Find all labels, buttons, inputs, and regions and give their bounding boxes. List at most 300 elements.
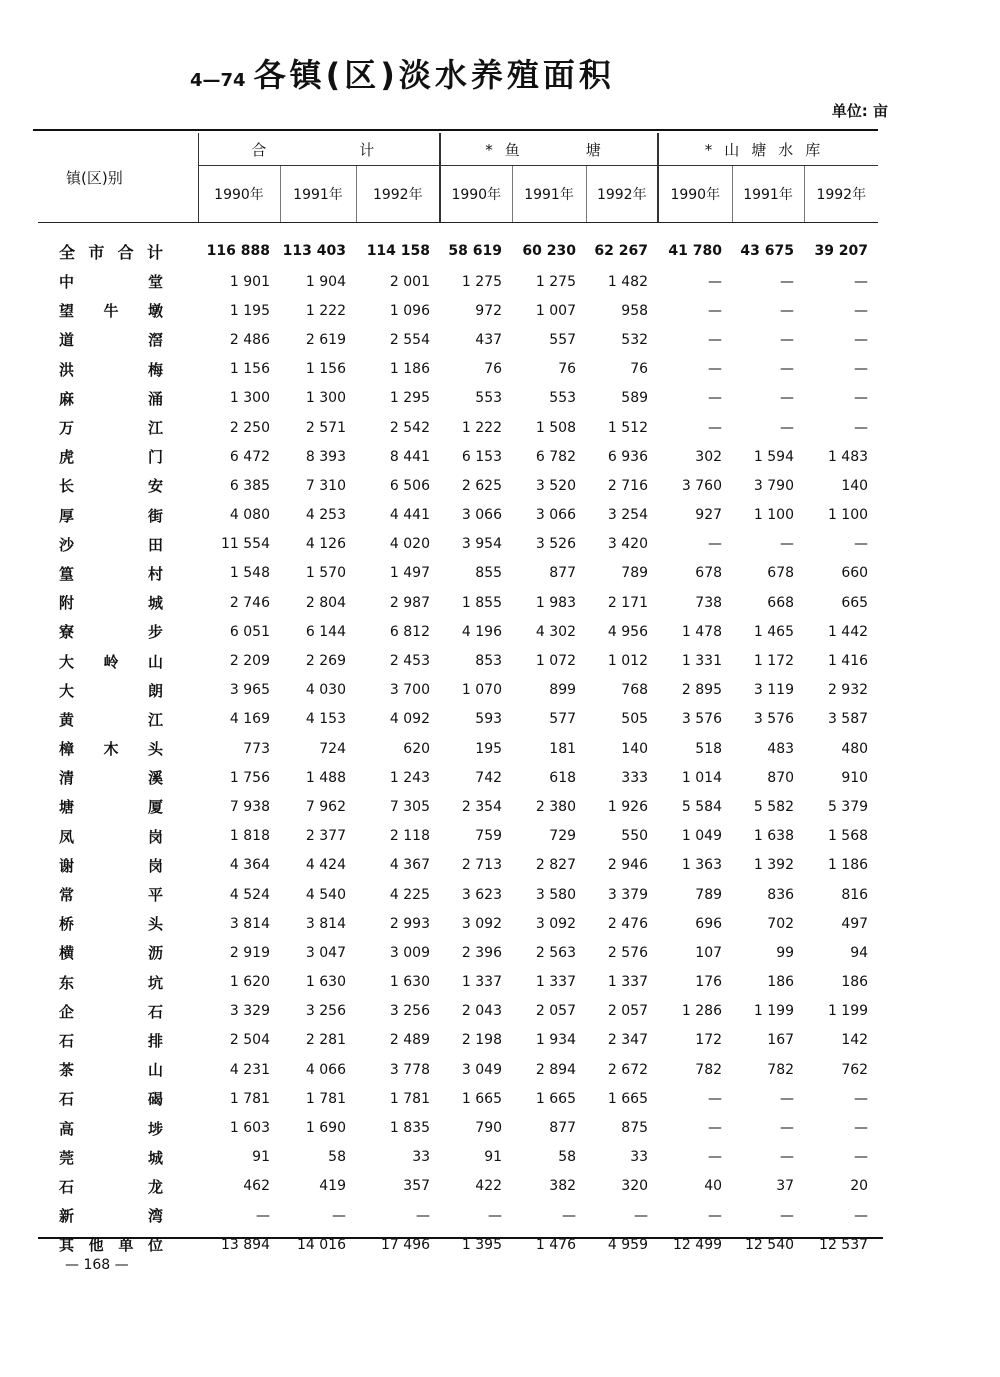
value-cell: —: [780, 361, 795, 378]
value-cell: 1 512: [607, 419, 649, 436]
value-cell: 1 665: [535, 1090, 577, 1107]
year-header: 1990年: [198, 166, 280, 223]
value-cell: —: [708, 419, 723, 436]
value-cell: 2 571: [305, 419, 346, 436]
value-cell: 729: [549, 828, 577, 845]
aquaculture-area-table: [38, 133, 878, 1259]
value-cell: 6 472: [229, 448, 270, 465]
value-cell: 782: [767, 1061, 795, 1078]
value-cell: 1 300: [305, 390, 346, 407]
value-cell: —: [854, 1207, 869, 1224]
town-name-text: 附 城: [59, 594, 163, 613]
value-cell: 1 337: [607, 974, 649, 991]
value-cell: 4 364: [229, 857, 270, 874]
value-cell: 877: [549, 565, 577, 582]
table-row: [38, 880, 878, 909]
value-cell: 17 496: [381, 1236, 431, 1253]
table-row: [38, 1230, 878, 1259]
value-cell: 738: [695, 594, 723, 611]
value-cell: 1 049: [681, 828, 723, 845]
value-cell: 2 625: [461, 477, 503, 494]
value-cell: —: [780, 1090, 795, 1107]
table-row: [38, 734, 878, 763]
town-name: [38, 355, 198, 384]
town-name-text: 桥 头: [59, 915, 163, 934]
value-cell: 62 267: [594, 243, 649, 259]
value-cell: 76: [484, 361, 503, 378]
value-cell: —: [854, 536, 869, 553]
value-cell: 5 582: [753, 798, 795, 815]
value-cell: 1 568: [827, 828, 869, 845]
value-cell: 4 959: [607, 1236, 649, 1253]
value-cell: 2 895: [681, 682, 723, 699]
town-name-text: 洪 梅: [59, 360, 163, 379]
value-cell: 2 993: [389, 915, 431, 932]
group-header-total: 合 计: [198, 133, 440, 166]
value-cell: 2 198: [461, 1032, 503, 1049]
table-row: [38, 851, 878, 880]
value-cell: 1 100: [827, 507, 869, 524]
value-cell: 3 420: [607, 536, 649, 553]
value-cell: 2 001: [389, 273, 431, 290]
value-cell: 1 012: [607, 653, 649, 670]
value-cell: 1 781: [229, 1090, 270, 1107]
town-name: [38, 413, 198, 442]
town-name-text: 万 江: [59, 419, 163, 438]
table-body: [38, 235, 878, 1259]
value-cell: 3 256: [389, 1003, 431, 1020]
town-name-text: 塘 厦: [59, 798, 163, 817]
value-cell: 505: [621, 711, 649, 728]
value-cell: 2 576: [607, 944, 649, 961]
value-cell: 875: [621, 1120, 649, 1137]
value-cell: 140: [621, 740, 649, 757]
value-cell: 1 275: [535, 273, 577, 290]
value-cell: 4 441: [389, 507, 431, 524]
value-cell: 1 665: [607, 1090, 649, 1107]
value-cell: 789: [621, 565, 649, 582]
value-cell: 357: [403, 1178, 431, 1195]
town-name: [38, 1113, 198, 1142]
year-header: 1991年: [732, 166, 804, 223]
town-name: [38, 822, 198, 851]
value-cell: 3 526: [535, 536, 577, 553]
value-cell: 4 302: [535, 623, 577, 640]
group-header-fishpond: *鱼 塘: [440, 133, 658, 166]
value-cell: 6 385: [229, 477, 270, 494]
value-cell: 1 416: [827, 653, 869, 670]
value-cell: 1 199: [753, 1003, 795, 1020]
value-cell: 2 171: [607, 594, 649, 611]
town-name-text: 高 埗: [59, 1119, 163, 1138]
value-cell: 2 672: [607, 1061, 649, 1078]
top-rule: [33, 129, 878, 131]
value-cell: 668: [767, 594, 795, 611]
value-cell: 1 926: [607, 798, 649, 815]
value-cell: 333: [621, 769, 649, 786]
value-cell: 790: [475, 1120, 503, 1137]
value-cell: 1 070: [461, 682, 503, 699]
value-cell: 1 007: [535, 302, 577, 319]
value-cell: 3 009: [389, 944, 431, 961]
value-cell: 4 225: [389, 886, 431, 903]
town-name: [38, 676, 198, 705]
town-name-text: 望 牛 墩: [59, 302, 163, 321]
town-name: [38, 1172, 198, 1201]
value-cell: 4 153: [305, 711, 346, 728]
town-name-text: 篁 村: [59, 564, 163, 583]
value-cell: 6 506: [389, 477, 431, 494]
town-name: [38, 325, 198, 354]
value-cell: 1 835: [389, 1120, 431, 1137]
town-name-text: 其 他 单 位: [59, 1236, 163, 1255]
value-cell: 1 818: [229, 828, 270, 845]
value-cell: 877: [549, 1120, 577, 1137]
town-name-text: 樟 木 头: [59, 740, 163, 759]
value-cell: 2 250: [229, 419, 270, 436]
value-cell: 41 780: [668, 243, 723, 259]
value-cell: 1 570: [305, 565, 346, 582]
value-cell: 593: [475, 711, 503, 728]
value-cell: 6 153: [461, 448, 503, 465]
value-cell: 899: [549, 682, 577, 699]
value-cell: 557: [549, 331, 577, 348]
value-cell: 1 983: [535, 594, 577, 611]
town-name: [38, 734, 198, 763]
value-cell: 3 049: [461, 1061, 503, 1078]
value-cell: 742: [475, 769, 503, 786]
value-cell: 140: [841, 477, 869, 494]
town-name: [38, 938, 198, 967]
value-cell: 1 483: [827, 448, 869, 465]
value-cell: 2 827: [535, 857, 577, 874]
value-cell: 3 576: [753, 711, 795, 728]
town-name: [38, 851, 198, 880]
table-row: [38, 909, 878, 938]
value-cell: —: [708, 1207, 723, 1224]
value-cell: 172: [695, 1032, 723, 1049]
value-cell: 3 047: [305, 944, 346, 961]
value-cell: 696: [695, 915, 723, 932]
value-cell: 1 603: [229, 1120, 270, 1137]
value-cell: 3 623: [461, 886, 503, 903]
value-cell: 382: [549, 1178, 577, 1195]
value-cell: 2 563: [535, 944, 577, 961]
value-cell: 1 172: [753, 653, 795, 670]
town-name-text: 麻 涌: [59, 389, 163, 408]
value-cell: 553: [475, 390, 503, 407]
value-cell: 3 576: [681, 711, 723, 728]
value-cell: 4 253: [305, 507, 346, 524]
table-row: [38, 1026, 878, 1055]
value-cell: 12 540: [745, 1236, 795, 1253]
value-cell: —: [780, 302, 795, 319]
value-cell: 1 476: [535, 1236, 577, 1253]
value-cell: 759: [475, 828, 503, 845]
value-cell: 33: [412, 1149, 431, 1166]
value-cell: 1 638: [753, 828, 795, 845]
group-header-reservoir: *山塘水库: [658, 133, 878, 166]
value-cell: 94: [850, 944, 869, 961]
value-cell: 2 946: [607, 857, 649, 874]
table-row: [38, 235, 878, 267]
town-name-text: 中 堂: [59, 273, 163, 292]
value-cell: 3 965: [229, 682, 270, 699]
value-cell: —: [708, 273, 723, 290]
value-cell: 1 665: [461, 1090, 503, 1107]
value-cell: 3 066: [461, 507, 503, 524]
table-row: [38, 763, 878, 792]
town-name: [38, 1055, 198, 1084]
town-name-text: 石 排: [59, 1031, 163, 1050]
value-cell: 2 932: [827, 682, 869, 699]
value-cell: 40: [704, 1178, 723, 1195]
value-cell: 762: [841, 1061, 869, 1078]
value-cell: 3 814: [305, 915, 346, 932]
town-name: [38, 267, 198, 296]
value-cell: 462: [243, 1178, 270, 1195]
value-cell: 2 269: [305, 653, 346, 670]
value-cell: 6 144: [305, 623, 346, 640]
value-cell: 1 275: [461, 273, 503, 290]
table-row: [38, 1143, 878, 1172]
table-row: [38, 530, 878, 559]
value-cell: 589: [621, 390, 649, 407]
value-cell: 1 295: [389, 390, 431, 407]
value-cell: 12 499: [673, 1236, 723, 1253]
town-name: [38, 588, 198, 617]
value-cell: 1 934: [535, 1032, 577, 1049]
value-cell: 1 478: [681, 623, 723, 640]
value-cell: 60 230: [522, 243, 577, 259]
value-cell: —: [780, 1149, 795, 1166]
town-name: [38, 559, 198, 588]
town-name: [38, 471, 198, 500]
town-name: [38, 1201, 198, 1230]
value-cell: 2 713: [461, 857, 503, 874]
value-cell: 4 367: [389, 857, 431, 874]
year-header: 1992年: [356, 166, 440, 223]
value-cell: 107: [695, 944, 723, 961]
table-row: [38, 705, 878, 734]
value-cell: 1 337: [535, 974, 577, 991]
town-name: [38, 792, 198, 821]
value-cell: —: [562, 1207, 577, 1224]
town-name-text: 茶 山: [59, 1061, 163, 1080]
value-cell: 3 778: [389, 1061, 431, 1078]
value-cell: 2 542: [389, 419, 431, 436]
value-cell: —: [256, 1207, 270, 1224]
value-cell: 972: [475, 302, 503, 319]
value-cell: 6 812: [389, 623, 431, 640]
value-cell: 1 072: [535, 653, 577, 670]
town-name: [38, 296, 198, 325]
value-cell: 1 096: [389, 302, 431, 319]
table-row: [38, 1055, 878, 1084]
value-cell: 99: [776, 944, 795, 961]
town-name-text: 谢 岗: [59, 856, 163, 875]
value-cell: —: [708, 1120, 723, 1137]
value-cell: —: [708, 390, 723, 407]
value-cell: 853: [475, 653, 503, 670]
town-name-text: 厚 街: [59, 506, 163, 525]
value-cell: 13 894: [221, 1236, 270, 1253]
value-cell: 532: [621, 331, 649, 348]
town-name-text: 莞 城: [59, 1148, 163, 1167]
value-cell: 870: [767, 769, 795, 786]
value-cell: 4 066: [305, 1061, 346, 1078]
table-row: [38, 325, 878, 354]
value-cell: 3 256: [305, 1003, 346, 1020]
value-cell: 14 016: [297, 1236, 346, 1253]
town-name: [38, 997, 198, 1026]
value-cell: 113 403: [282, 243, 346, 259]
value-cell: 2 396: [461, 944, 503, 961]
table-row: [38, 501, 878, 530]
value-cell: 1 442: [827, 623, 869, 640]
town-name: [38, 968, 198, 997]
year-header: 1992年: [804, 166, 878, 223]
value-cell: 12 537: [819, 1236, 869, 1253]
value-cell: 2 377: [305, 828, 346, 845]
value-cell: 2 281: [305, 1032, 346, 1049]
town-name: [38, 1230, 198, 1259]
value-cell: 3 700: [389, 682, 431, 699]
value-cell: 3 814: [229, 915, 270, 932]
value-cell: 4 126: [305, 536, 346, 553]
value-cell: 142: [841, 1032, 869, 1049]
value-cell: 7 962: [305, 798, 346, 815]
table-number: 4—74: [190, 70, 246, 91]
town-name-text: 虎 门: [59, 448, 163, 467]
value-cell: 1 630: [389, 974, 431, 991]
value-cell: —: [708, 1149, 723, 1166]
town-name: [38, 1026, 198, 1055]
value-cell: 1 395: [461, 1236, 503, 1253]
value-cell: 483: [767, 740, 795, 757]
town-name: [38, 384, 198, 413]
value-cell: —: [416, 1207, 431, 1224]
value-cell: 1 488: [305, 769, 346, 786]
value-cell: 2 894: [535, 1061, 577, 1078]
town-name: [38, 880, 198, 909]
value-cell: 550: [621, 828, 649, 845]
value-cell: 1 337: [461, 974, 503, 991]
value-cell: 37: [776, 1178, 795, 1195]
value-cell: —: [854, 1120, 869, 1137]
value-cell: 2 619: [305, 331, 346, 348]
town-name-text: 常 平: [59, 886, 163, 905]
value-cell: 958: [621, 302, 649, 319]
value-cell: 678: [767, 565, 795, 582]
value-cell: —: [780, 273, 795, 290]
year-header: 1991年: [512, 166, 586, 223]
town-name: [38, 705, 198, 734]
value-cell: 6 051: [229, 623, 270, 640]
value-cell: 927: [695, 507, 723, 524]
table-row: [38, 968, 878, 997]
value-cell: 4 956: [607, 623, 649, 640]
value-cell: 302: [695, 448, 723, 465]
table-row: [38, 1113, 878, 1142]
value-cell: 1 904: [305, 273, 346, 290]
value-cell: 2 347: [607, 1032, 649, 1049]
value-cell: 620: [403, 740, 431, 757]
value-cell: —: [780, 331, 795, 348]
value-cell: 43 675: [740, 243, 795, 259]
value-cell: —: [708, 361, 723, 378]
value-cell: 186: [767, 974, 795, 991]
value-cell: 2 987: [389, 594, 431, 611]
value-cell: 4 424: [305, 857, 346, 874]
town-name-text: 黄 江: [59, 710, 163, 729]
value-cell: 660: [841, 565, 869, 582]
value-cell: —: [854, 302, 869, 319]
value-cell: 553: [549, 390, 577, 407]
town-name: [38, 1084, 198, 1113]
value-cell: 3 119: [753, 682, 795, 699]
value-cell: —: [854, 390, 869, 407]
year-header: 1990年: [440, 166, 512, 223]
table-row: [38, 938, 878, 967]
value-cell: 789: [695, 886, 723, 903]
table-row: [38, 559, 878, 588]
value-cell: 11 554: [221, 536, 270, 553]
value-cell: 2 746: [229, 594, 270, 611]
value-cell: —: [854, 331, 869, 348]
town-name-text: 全 市 合 计: [59, 242, 163, 262]
value-cell: —: [780, 390, 795, 407]
town-name: [38, 617, 198, 646]
value-cell: 76: [558, 361, 577, 378]
value-cell: 2 043: [461, 1003, 503, 1020]
town-name: [38, 1143, 198, 1172]
value-cell: 4 524: [229, 886, 270, 903]
town-name: [38, 530, 198, 559]
value-cell: 33: [630, 1149, 649, 1166]
value-cell: 1 508: [535, 419, 577, 436]
value-cell: 1 100: [753, 507, 795, 524]
table-row: [38, 997, 878, 1026]
value-cell: 1 300: [229, 390, 270, 407]
town-name: [38, 763, 198, 792]
table-title: [190, 50, 615, 100]
value-cell: 2 057: [607, 1003, 649, 1020]
value-cell: 422: [475, 1178, 503, 1195]
value-cell: —: [708, 536, 723, 553]
value-cell: 2 476: [607, 915, 649, 932]
value-cell: 3 954: [461, 536, 503, 553]
value-cell: —: [780, 1207, 795, 1224]
year-header: 1991年: [280, 166, 356, 223]
value-cell: 4 080: [229, 507, 270, 524]
value-cell: 1 690: [305, 1120, 346, 1137]
value-cell: 7 305: [389, 798, 431, 815]
table-row: [38, 355, 878, 384]
value-cell: 1 855: [461, 594, 503, 611]
value-cell: 1 363: [681, 857, 723, 874]
value-cell: 836: [767, 886, 795, 903]
table-row: [38, 442, 878, 471]
row-label-header: 镇(区)别: [66, 169, 123, 187]
value-cell: 2 919: [229, 944, 270, 961]
value-cell: 176: [695, 974, 723, 991]
value-cell: 2 380: [535, 798, 577, 815]
town-name: [38, 235, 198, 267]
value-cell: 2 057: [535, 1003, 577, 1020]
town-name-text: 新 湾: [59, 1207, 163, 1226]
value-cell: 2 554: [389, 331, 431, 348]
